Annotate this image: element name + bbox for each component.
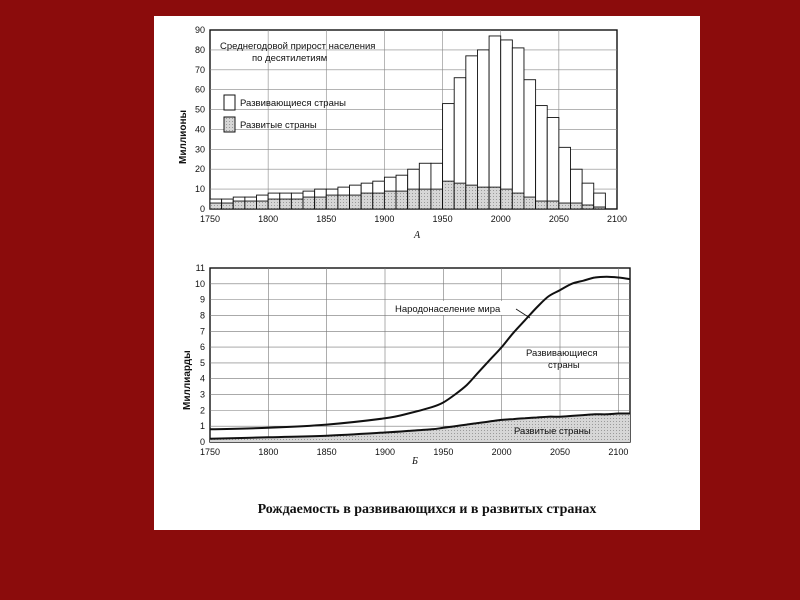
bar-developed — [315, 197, 327, 209]
bar-developed — [280, 199, 292, 209]
bar-developed — [350, 195, 362, 209]
bar-developed — [233, 201, 245, 209]
legend-swatch-developed — [224, 117, 235, 132]
y-tick-label: 6 — [199, 342, 205, 353]
bar-developed — [443, 181, 455, 209]
bar-developed — [291, 199, 303, 209]
chart-a-title-line1: Среднегодовой прирост населения — [220, 41, 376, 52]
bar-developed — [268, 199, 280, 209]
x-tick-label: 1800 — [258, 214, 279, 224]
chart-b-world-population — [182, 263, 630, 467]
y-tick-label: 8 — [199, 310, 205, 321]
y-tick-label: 11 — [195, 263, 205, 273]
chart-a-x-ticks — [200, 214, 627, 224]
x-tick-label: 2050 — [548, 214, 569, 224]
y-tick-label: 0 — [199, 204, 205, 214]
annotation-world-population: Народонаселение мира — [395, 304, 501, 315]
bar-developed — [326, 195, 338, 209]
bar-developed — [454, 183, 466, 209]
bar-developed — [257, 201, 269, 209]
bar-developed — [547, 201, 559, 209]
y-tick-label: 3 — [199, 389, 205, 400]
y-tick-label: 20 — [194, 164, 205, 175]
bar-developed — [431, 189, 443, 209]
bar-developing — [512, 48, 524, 209]
x-tick-label: 2100 — [606, 214, 628, 224]
bar-developed — [512, 193, 524, 209]
bar-developed — [524, 197, 536, 209]
chart-a-decadal-growth — [178, 25, 627, 241]
chart-a-ylabel: Миллионы — [178, 109, 189, 164]
y-tick-label: 10 — [194, 184, 205, 195]
legend-label-developed: Развитые страны — [240, 120, 317, 131]
x-tick-label: 1800 — [258, 447, 279, 457]
bar-developing — [477, 50, 489, 209]
bar-developing — [547, 118, 559, 209]
bar-developing — [501, 40, 513, 209]
y-tick-label: 50 — [194, 104, 205, 115]
x-tick-label: 1950 — [432, 214, 453, 224]
y-tick-label: 4 — [199, 373, 205, 384]
chart-a-panel-label: А — [414, 230, 421, 241]
chart-a-title-line2: по десятилетиям — [252, 53, 328, 64]
chart-b-y-ticks — [195, 263, 205, 447]
chart-b-ylabel: Миллиарды — [182, 350, 193, 410]
bar-developed — [361, 193, 373, 209]
bar-developed — [594, 207, 606, 209]
bar-developing — [536, 106, 548, 209]
y-tick-label: 10 — [194, 278, 205, 289]
y-tick-label: 0 — [199, 437, 205, 447]
annotation-world-leader — [516, 309, 530, 318]
bar-developed — [582, 205, 594, 209]
bar-developed — [396, 191, 408, 209]
y-tick-label: 1 — [199, 421, 205, 432]
slide-card — [154, 16, 700, 530]
chart-b-panel-label: Б — [412, 456, 418, 467]
annotation-developed: Развитые страны — [514, 426, 591, 437]
x-tick-label: 1750 — [199, 214, 221, 224]
bar-developed — [245, 201, 257, 209]
x-tick-label: 2050 — [549, 447, 571, 457]
y-tick-label: 60 — [194, 84, 205, 95]
chart-a-y-ticks — [195, 25, 205, 214]
bar-developed — [408, 189, 420, 209]
x-tick-label: 2000 — [490, 214, 511, 224]
bar-developed — [373, 193, 385, 209]
bar-developed — [210, 203, 222, 209]
bar-developing — [524, 80, 536, 209]
bar-developed — [570, 203, 582, 209]
x-tick-label: 1900 — [374, 447, 396, 457]
bar-developed — [501, 189, 513, 209]
bar-developed — [477, 187, 489, 209]
bar-developed — [303, 197, 315, 209]
figure — [154, 16, 700, 530]
x-tick-label: 1850 — [316, 447, 337, 457]
bar-developed — [489, 187, 501, 209]
y-tick-label: 2 — [199, 405, 205, 416]
y-tick-label: 9 — [199, 294, 205, 305]
x-tick-label: 2100 — [608, 447, 629, 457]
bar-developed — [338, 195, 350, 209]
legend-swatch-developing — [224, 95, 235, 110]
x-tick-label: 2000 — [491, 447, 512, 457]
legend-label-developing: Развивающиеся страны — [240, 98, 346, 109]
y-tick-label: 70 — [194, 64, 205, 75]
bar-developed — [419, 189, 431, 209]
x-tick-label: 1900 — [374, 214, 395, 224]
y-tick-label: 30 — [194, 144, 205, 155]
bar-developing — [489, 36, 501, 209]
annotation-developing-line1: Развивающиеся — [526, 348, 598, 359]
slide-caption: Рождаемость в развивающихся и в развитых странах — [257, 502, 597, 517]
bar-developed — [222, 203, 234, 209]
annotation-developing-line2: страны — [548, 360, 580, 371]
y-tick-label: 40 — [194, 124, 205, 135]
bar-developing — [559, 147, 571, 209]
y-tick-label: 5 — [199, 357, 205, 368]
y-tick-label: 7 — [199, 326, 205, 337]
x-tick-label: 1750 — [199, 447, 221, 457]
bar-developed — [536, 201, 548, 209]
y-tick-label: 90 — [194, 25, 205, 35]
y-tick-label: 80 — [194, 44, 205, 55]
bar-developed — [384, 191, 396, 209]
x-tick-label: 1950 — [433, 447, 454, 457]
x-tick-label: 1850 — [316, 214, 337, 224]
bar-developed — [466, 185, 478, 209]
bar-developed — [559, 203, 571, 209]
